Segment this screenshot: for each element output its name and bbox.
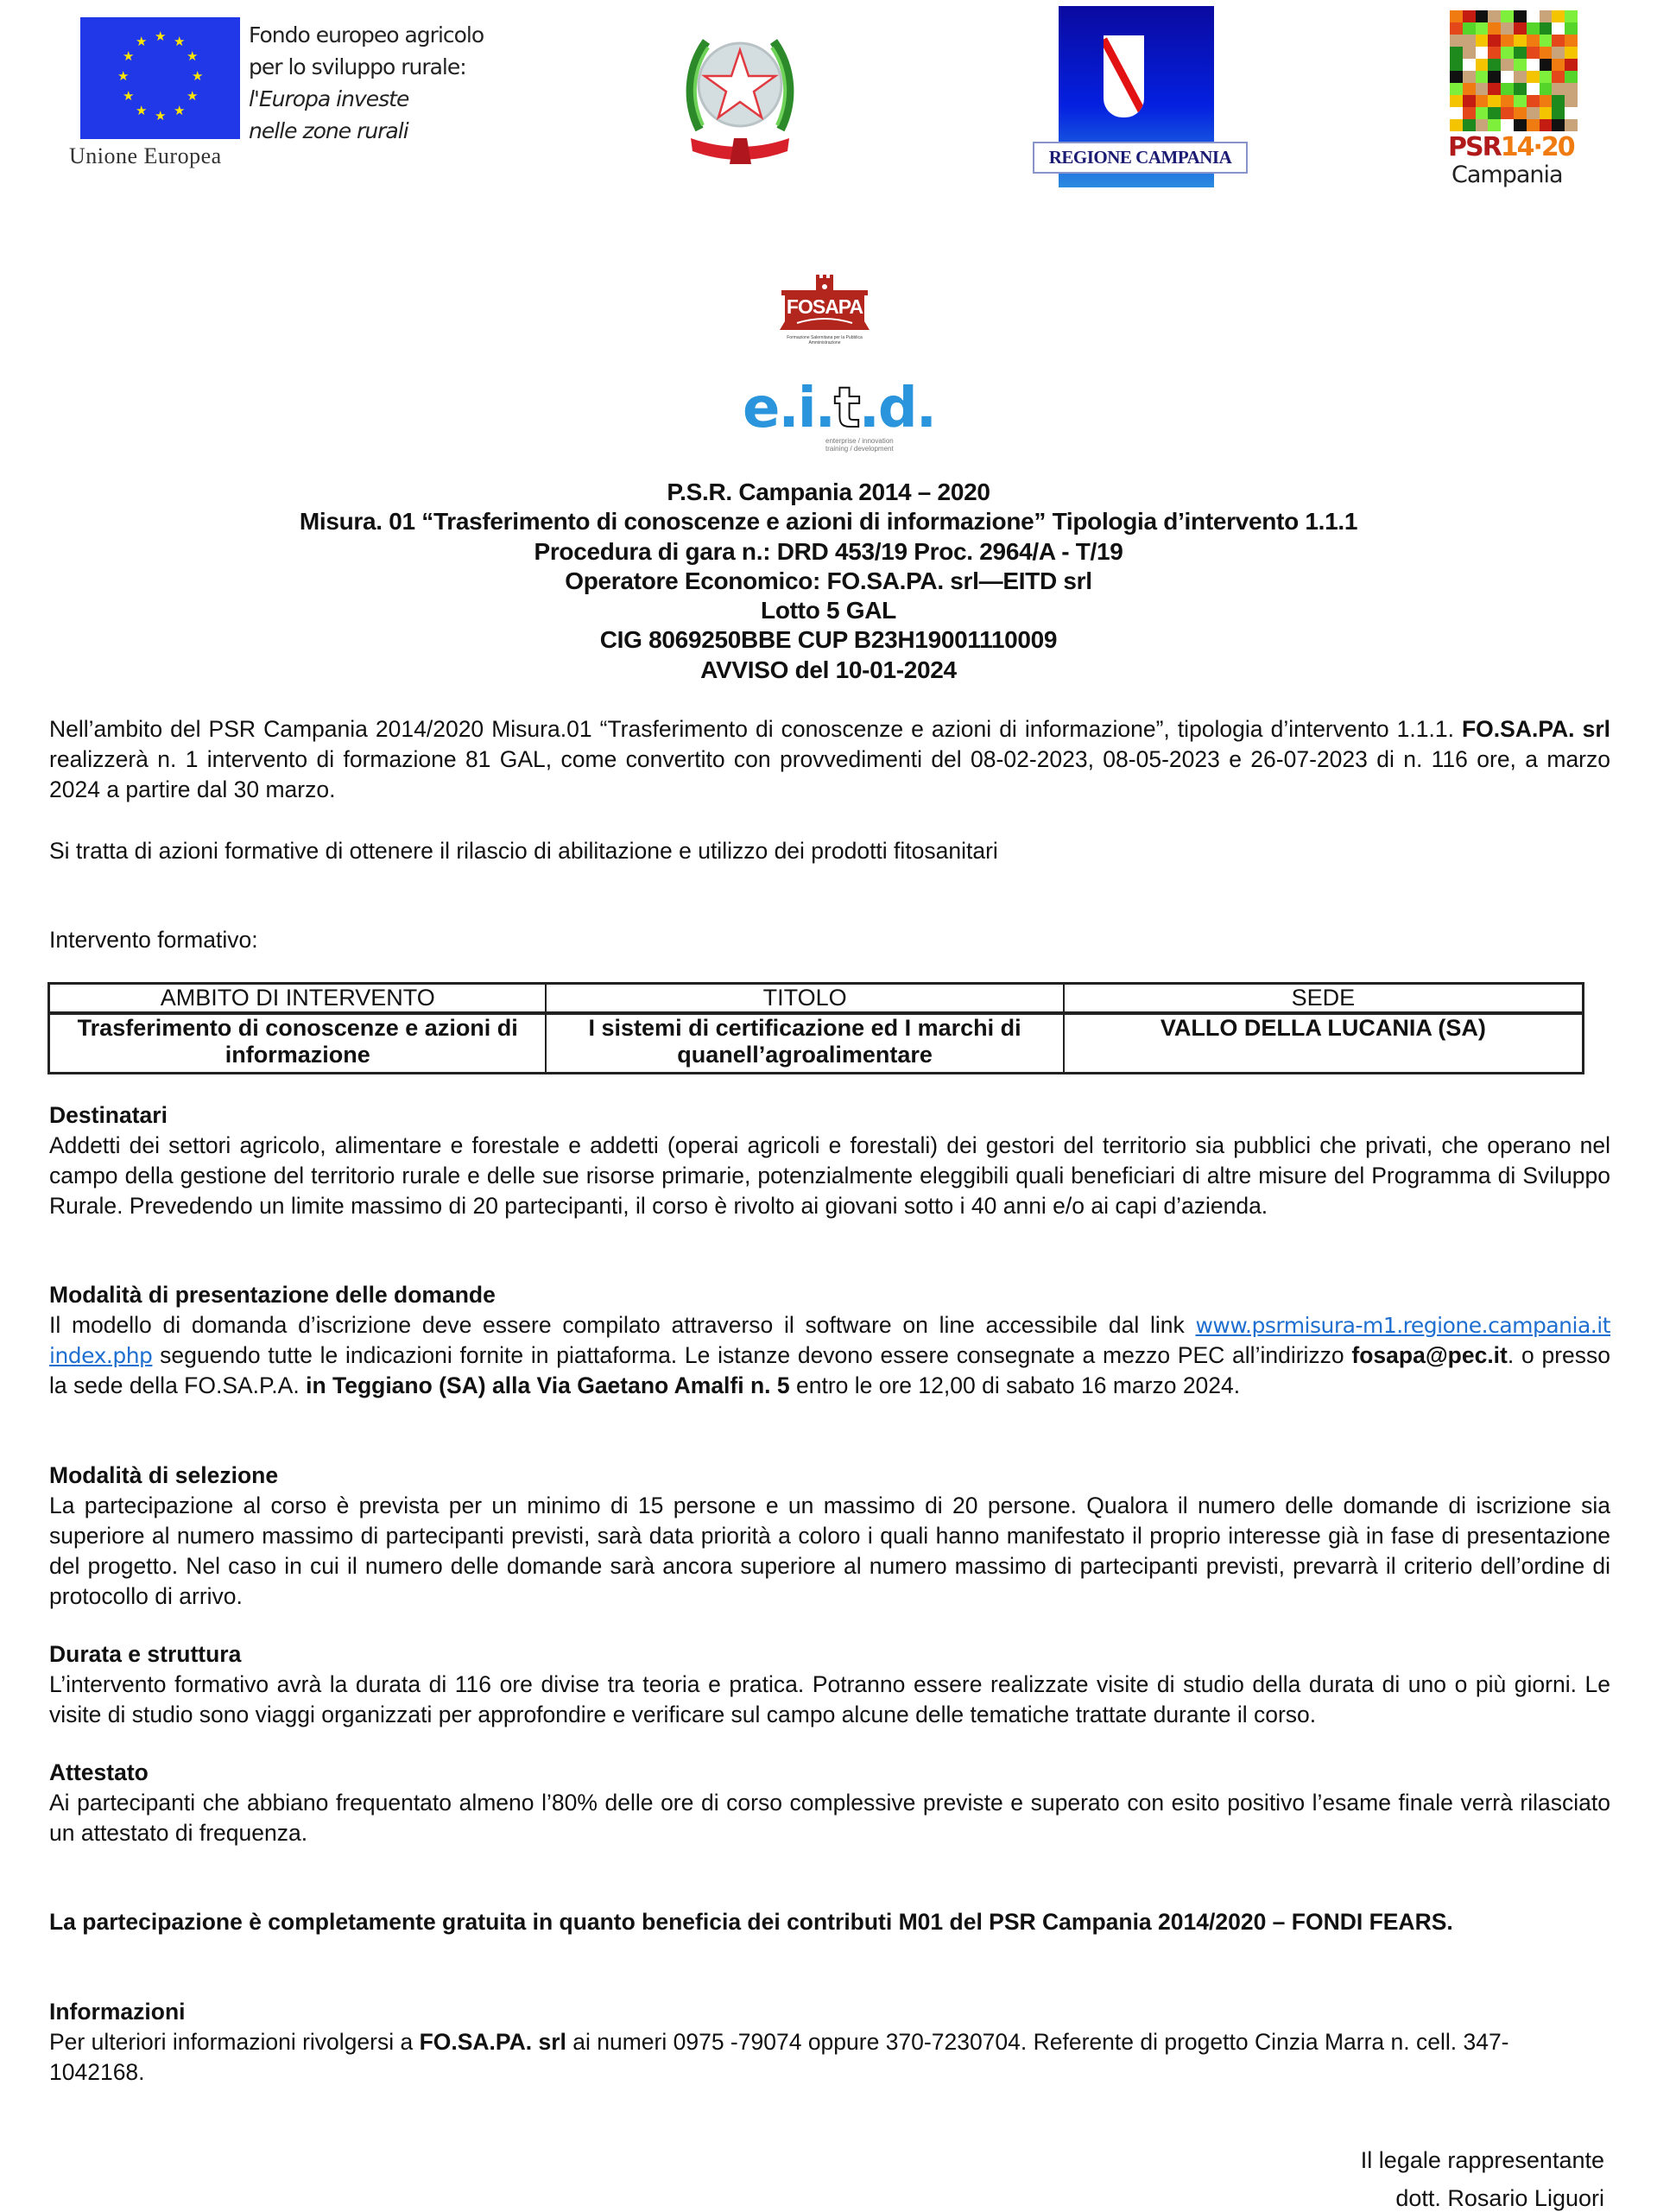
- psr-mosaic-cell: [1552, 47, 1565, 59]
- section-text: Addetti dei settori agricolo, alimentare e forestale e addetti (operai agricoli e forestali) dei gestori del territorio sia pubblici che privati, che operano nel campo della gestione del territorio rurale e delle sue risorse primarie, potenzialmente eleggibili quali beneficiari di altre misure del Programma di Sviluppo Rurale. Prevedendo un limite massimo di 20 partecipanti, il corso è rivolto ai giovani sotto i 40 anni e/o ai capi d’azienda.: [49, 1132, 1610, 1219]
- eitd-word-b: .d.: [858, 377, 935, 440]
- table-header-row: [49, 984, 1584, 1014]
- psr-logo-title-b: 14·20: [1500, 132, 1574, 162]
- section-text: seguendo tutte le indicazioni fornite in piattaforma. Le istanze devono essere consegnate a mezzo PEC all’indirizzo: [152, 1342, 1352, 1368]
- psr-mosaic-cell: [1450, 35, 1463, 47]
- psr-mosaic-cell: [1463, 83, 1476, 95]
- psr-mosaic-cell: [1514, 83, 1527, 95]
- psr-logo-title: [1448, 133, 1574, 162]
- eu-logo-line: nelle zone rurali: [249, 118, 408, 143]
- title-line: Lotto 5 GAL: [761, 597, 896, 624]
- psr-mosaic-cell: [1565, 10, 1578, 22]
- psr-mosaic-cell: [1476, 47, 1489, 59]
- psr-mosaic-cell: [1565, 95, 1578, 107]
- psr-mosaic-cell: [1552, 119, 1565, 131]
- table-cell-sede: VALLO DELLA LUCANIA (SA): [1064, 1013, 1584, 1074]
- section-text: Per ulteriori informazioni rivolgersi a: [49, 2029, 420, 2055]
- psr-mosaic-cell: [1514, 95, 1527, 107]
- title-line: Misura. 01 “Trasferimento di conoscenze e azioni di informazione” Tipologia d’intervento 1.1.1: [299, 508, 1358, 536]
- title-line: Procedura di gara n.: DRD 453/19 Proc. 2964/A - T/19: [534, 537, 1123, 565]
- psr-mosaic-cell: [1463, 10, 1476, 22]
- psr-logo-subtitle: Campania: [1451, 162, 1563, 188]
- psr-mosaic-icon: [1450, 10, 1578, 131]
- psr-mosaic-cell: [1565, 107, 1578, 119]
- fosapa-logo-word: FOSAPA: [786, 295, 863, 318]
- psr-mosaic-cell: [1552, 35, 1565, 47]
- eu-logo-line: l'Europa investe: [249, 86, 409, 111]
- psr-mosaic-cell: [1501, 47, 1514, 59]
- psr-mosaic-cell: [1552, 107, 1565, 119]
- psr-mosaic-cell: [1565, 71, 1578, 83]
- psr-mosaic-cell: [1488, 59, 1501, 71]
- eitd-word-t: t: [833, 377, 859, 440]
- section-text: entro le ore 12,00 di sabato 16 marzo 2024.: [789, 1372, 1241, 1398]
- psr-mosaic-cell: [1540, 83, 1553, 95]
- title-line: P.S.R. Campania 2014 – 2020: [667, 479, 990, 505]
- section-text: ai numeri 0975 -79074 oppure 370-7230704. Referente di progetto Cinzia Marra n. cell. 347-1042168.: [49, 2029, 1509, 2085]
- application-portal-link[interactable]: www.psrmisura-m1.regione.campania.it index.php: [49, 1313, 1610, 1368]
- intervention-table: [47, 982, 1584, 1074]
- psr-mosaic-cell: [1527, 83, 1540, 95]
- eitd-logo-word: [743, 377, 935, 440]
- psr-mosaic-cell: [1488, 95, 1501, 107]
- psr-mosaic-cell: [1552, 71, 1565, 83]
- psr-mosaic-cell: [1514, 22, 1527, 35]
- psr-mosaic-cell: [1527, 59, 1540, 71]
- psr-mosaic-cell: [1540, 95, 1553, 107]
- signature-role: Il legale rappresentante: [1360, 2147, 1604, 2173]
- table-row: [49, 1013, 1584, 1074]
- table-header-titolo: TITOLO: [546, 984, 1063, 1014]
- psr-mosaic-cell: [1514, 119, 1527, 131]
- section-text: Il modello di domanda d’iscrizione deve essere compilato attraverso il software on line accessibile dal link: [49, 1312, 1196, 1338]
- psr-mosaic-cell: [1514, 59, 1527, 71]
- psr-mosaic-cell: [1488, 83, 1501, 95]
- italian-republic-emblem-icon: [682, 17, 799, 168]
- section-heading: Attestato: [49, 1759, 149, 1785]
- psr-mosaic-cell: [1501, 22, 1514, 35]
- psr-mosaic-cell: [1488, 10, 1501, 22]
- eitd-logo: [743, 377, 935, 453]
- psr-mosaic-cell: [1501, 10, 1514, 22]
- psr-campania-logo: [1446, 3, 1583, 189]
- intro-scope-paragraph: Si tratta di azioni formative di ottenere il rilascio di abilitazione e utilizzo dei prodotti fitosanitari: [49, 838, 998, 864]
- campania-shield-icon: [1104, 35, 1144, 117]
- psr-mosaic-cell: [1488, 47, 1501, 59]
- psr-mosaic-cell: [1463, 59, 1476, 71]
- psr-mosaic-cell: [1540, 10, 1553, 22]
- section-modalita-presentazione: [49, 1280, 1610, 1401]
- fosapa-logo: [773, 275, 876, 345]
- psr-mosaic-cell: [1476, 119, 1489, 131]
- psr-mosaic-cell: [1463, 35, 1476, 47]
- psr-mosaic-cell: [1565, 35, 1578, 47]
- psr-mosaic-cell: [1476, 10, 1489, 22]
- psr-mosaic-cell: [1540, 71, 1553, 83]
- psr-mosaic-cell: [1450, 22, 1463, 35]
- table-header-ambito: AMBITO DI INTERVENTO: [49, 984, 547, 1014]
- eitd-tagline-line: training / development: [825, 445, 894, 453]
- psr-mosaic-cell: [1463, 22, 1476, 35]
- psr-mosaic-cell: [1488, 71, 1501, 83]
- psr-mosaic-cell: [1476, 35, 1489, 47]
- psr-mosaic-cell: [1527, 47, 1540, 59]
- psr-mosaic-cell: [1540, 59, 1553, 71]
- section-heading: Durata e struttura: [49, 1641, 242, 1667]
- psr-mosaic-cell: [1552, 22, 1565, 35]
- psr-mosaic-cell: [1565, 22, 1578, 35]
- psr-mosaic-cell: [1450, 71, 1463, 83]
- section-text: L’intervento formativo avrà la durata di 116 ore divise tra teoria e pratica. Potranno essere realizzate visite di studio della durata di uno o più giorni. Le visite di studio sono viaggi organizzati per approfondire e verificare sul campo alcune delle tematiche trattate durante il corso.: [49, 1671, 1610, 1727]
- eu-logo-line: Fondo europeo agricolo: [249, 22, 484, 48]
- eu-logo-line: per lo sviluppo rurale:: [249, 54, 466, 79]
- psr-mosaic-cell: [1501, 95, 1514, 107]
- psr-mosaic-cell: [1476, 71, 1489, 83]
- psr-mosaic-cell: [1476, 22, 1489, 35]
- section-destinatari: [49, 1100, 1610, 1221]
- psr-mosaic-cell: [1501, 83, 1514, 95]
- office-address: in Teggiano (SA) alla Via Gaetano Amalfi n. 5: [306, 1372, 790, 1398]
- regione-campania-logo: [1033, 3, 1253, 189]
- psr-mosaic-cell: [1501, 119, 1514, 131]
- psr-mosaic-cell: [1450, 95, 1463, 107]
- psr-mosaic-cell: [1552, 59, 1565, 71]
- psr-mosaic-cell: [1565, 119, 1578, 131]
- psr-mosaic-cell: [1488, 119, 1501, 131]
- psr-mosaic-cell: [1540, 35, 1553, 47]
- section-heading: Informazioni: [49, 1999, 186, 2025]
- psr-mosaic-cell: [1552, 95, 1565, 107]
- section-text: . o presso la sede della FO.SA.P.A.: [49, 1342, 1610, 1398]
- section-text: La partecipazione al corso è prevista per un minimo di 15 persone e un massimo di 20 persone. Qualora il numero delle domande di iscrizione sia superiore al numero massimo di partecipanti previsti, sarà data priorità a coloro i quali hanno manifestato il proprio interesse già in fase di presentazione del progetto. Nel caso in cui il numero delle domande sarà ancora superiore al numero massimo di partecipanti previsti, prevarrà il criterio dell’ordine di protocollo di arrivo.: [49, 1493, 1610, 1609]
- section-attestato: [49, 1758, 1610, 1848]
- psr-mosaic-cell: [1527, 119, 1540, 131]
- psr-mosaic-cell: [1450, 83, 1463, 95]
- eu-flag-icon: ★ ★ ★ ★ ★ ★ ★ ★ ★ ★ ★ ★: [80, 17, 240, 139]
- psr-mosaic-cell: [1565, 59, 1578, 71]
- eu-feasr-logo: [69, 12, 518, 176]
- psr-mosaic-cell: [1501, 107, 1514, 119]
- psr-mosaic-cell: [1450, 107, 1463, 119]
- psr-mosaic-cell: [1527, 22, 1540, 35]
- section-heading: Destinatari: [49, 1102, 168, 1128]
- psr-mosaic-cell: [1488, 35, 1501, 47]
- psr-mosaic-cell: [1565, 47, 1578, 59]
- intro-company-name: FO.SA.PA. srl: [1461, 716, 1610, 742]
- title-line: AVVISO del 10-01-2024: [700, 656, 957, 683]
- psr-mosaic-cell: [1476, 83, 1489, 95]
- psr-mosaic-cell: [1450, 59, 1463, 71]
- psr-mosaic-cell: [1476, 107, 1489, 119]
- psr-mosaic-cell: [1488, 107, 1501, 119]
- psr-mosaic-cell: [1540, 22, 1553, 35]
- eitd-logo-tagline: [825, 437, 894, 453]
- psr-mosaic-cell: [1527, 95, 1540, 107]
- psr-mosaic-cell: [1527, 35, 1540, 47]
- psr-mosaic-cell: [1463, 71, 1476, 83]
- psr-mosaic-cell: [1527, 107, 1540, 119]
- fosapa-logo-tagline: Formazione Salernitana per la Pubblica Amministrazione: [787, 335, 863, 345]
- intro-text-b: realizzerà n. 1 intervento di formazione 81 GAL, come convertito con provvedimenti del 08-02-2023, 08-05-2023 e 26-07-2023 di n. 116 ore, a marzo 2024 a partire dal 30 marzo.: [49, 746, 1610, 802]
- psr-mosaic-cell: [1552, 10, 1565, 22]
- psr-mosaic-cell: [1527, 10, 1540, 22]
- psr-mosaic-cell: [1476, 95, 1489, 107]
- pec-email: fosapa@pec.it: [1351, 1342, 1508, 1368]
- eu-logo-text: [249, 19, 484, 147]
- psr-mosaic-cell: [1463, 119, 1476, 131]
- table-cell-titolo: I sistemi di certificazione ed I marchi di quanell’agroalimentare: [546, 1013, 1063, 1074]
- psr-mosaic-cell: [1463, 95, 1476, 107]
- document-title-block: [0, 478, 1657, 685]
- table-label: Intervento formativo:: [49, 927, 258, 953]
- psr-mosaic-cell: [1514, 35, 1527, 47]
- intro-text-a: Nell’ambito del PSR Campania 2014/2020 Misura.01 “Trasferimento di conoscenze e azioni di informazione”, tipologia d’intervento 1.1.1.: [49, 716, 1462, 742]
- title-line: CIG 8069250BBE CUP B23H19001110009: [599, 626, 1058, 654]
- psr-mosaic-cell: [1514, 107, 1527, 119]
- table-header-sede: SEDE: [1064, 984, 1584, 1014]
- psr-mosaic-cell: [1476, 59, 1489, 71]
- psr-mosaic-cell: [1488, 22, 1501, 35]
- eitd-word-a: e.i.: [743, 377, 834, 440]
- signature-name: dott. Rosario Liguori: [1395, 2185, 1604, 2211]
- psr-mosaic-cell: [1463, 47, 1476, 59]
- psr-mosaic-cell: [1540, 47, 1553, 59]
- psr-mosaic-cell: [1552, 83, 1565, 95]
- psr-mosaic-cell: [1450, 119, 1463, 131]
- psr-mosaic-cell: [1527, 71, 1540, 83]
- psr-mosaic-cell: [1514, 10, 1527, 22]
- psr-mosaic-cell: [1565, 83, 1578, 95]
- eu-logo-caption: Unione Europea: [69, 143, 222, 168]
- psr-mosaic-cell: [1501, 35, 1514, 47]
- section-informazioni: [49, 1997, 1586, 2088]
- contact-company-name: FO.SA.PA. srl: [419, 2029, 566, 2055]
- title-line: Operatore Economico: FO.SA.PA. srl—EITD srl: [565, 567, 1092, 594]
- psr-mosaic-cell: [1501, 71, 1514, 83]
- psr-mosaic-cell: [1514, 71, 1527, 83]
- psr-mosaic-cell: [1514, 47, 1527, 59]
- table-cell-ambito: Trasferimento di conoscenze e azioni di informazione: [49, 1013, 547, 1074]
- psr-mosaic-cell: [1463, 107, 1476, 119]
- section-heading: Modalità di presentazione delle domande: [49, 1282, 496, 1308]
- section-gratuita: La partecipazione è completamente gratuita in quanto beneficia dei contributi M01 del PSR Campania 2014/2020 – FONDI FEARS.: [49, 1909, 1453, 1935]
- section-heading: Modalità di selezione: [49, 1462, 279, 1488]
- eitd-tagline-line: enterprise / innovation: [825, 437, 894, 445]
- psr-mosaic-cell: [1540, 107, 1553, 119]
- psr-mosaic-cell: [1540, 119, 1553, 131]
- section-modalita-selezione: [49, 1461, 1610, 1612]
- psr-mosaic-cell: [1501, 59, 1514, 71]
- psr-logo-title-a: PSR: [1448, 132, 1501, 162]
- psr-mosaic-cell: [1450, 47, 1463, 59]
- regione-campania-label: REGIONE CAMPANIA: [1033, 142, 1248, 174]
- section-text: Ai partecipanti che abbiano frequentato almeno l’80% delle ore di corso complessive previste e superato con esito positivo l’esame finale verrà rilasciato un attestato di frequenza.: [49, 1790, 1610, 1846]
- section-durata: [49, 1639, 1610, 1730]
- intro-paragraph: [49, 714, 1610, 805]
- psr-mosaic-cell: [1450, 10, 1463, 22]
